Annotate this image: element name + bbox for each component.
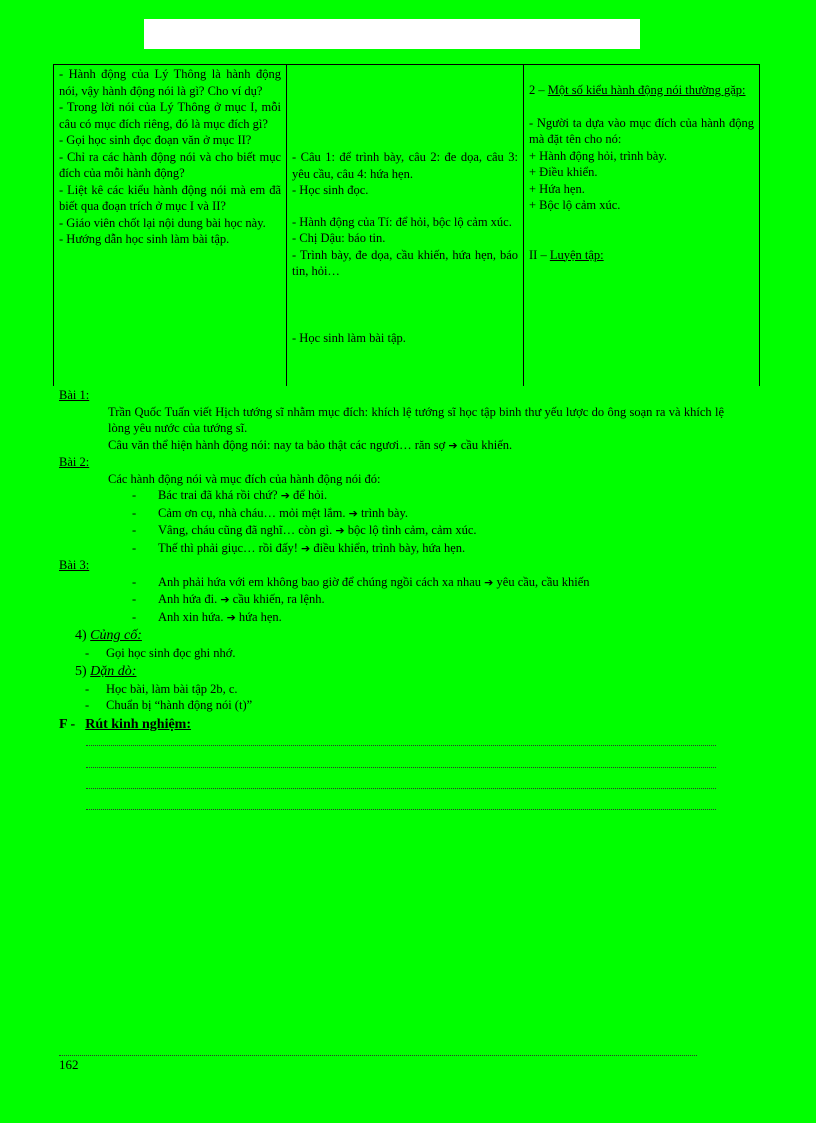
answer-3: - Hành động của Tí: để hỏi, bộc lộ cảm xúc.	[292, 214, 512, 229]
list-item: - Cảm ơn cụ, nhà cháu… mỏi mệt lắm. ➔ trình bày.	[132, 505, 724, 523]
list-item: - Vâng, cháu cũng đã nghĩ… còn gì. ➔ bộc lộ tình cảm, cảm xúc.	[132, 522, 724, 540]
writing-line	[86, 788, 716, 789]
content-column	[524, 65, 760, 387]
teacher-activity-column	[54, 65, 287, 387]
type-item: + Hứa hẹn.	[529, 181, 585, 196]
homework-heading: 5) Dặn dò:	[75, 663, 137, 679]
consolidate-list	[59, 645, 724, 662]
question-7: - Hướng dẫn học sinh làm bài tập.	[59, 232, 230, 246]
type-item: + Điều khiển.	[529, 165, 598, 179]
question-6: - Giáo viên chốt lại nội dung bài học này.	[59, 215, 266, 230]
question-1: - Hành động của Lý Thông là hành động nói, vậy hành động nói là gì? Cho ví dụ?	[59, 67, 281, 98]
section-2-heading: 2 – Một số kiểu hành động nói thường gặp:	[529, 83, 746, 97]
answer-1: - Câu 1: để trình bày, câu 2: đe dọa, câu 3: yêu cầu, câu 4: hứa hẹn.	[292, 150, 518, 181]
question-4: - Chỉ ra các hành động nói và cho biết mục đích của mỗi hành động?	[59, 149, 281, 180]
consolidate-heading: 4) Củng cố:	[75, 628, 142, 643]
arrow-icon: ➔	[226, 610, 236, 624]
answer-5: - Trình bày, đe dọa, cầu khiến, hứa hẹn, báo tin, hỏi…	[292, 247, 518, 278]
exercise-1-para-2: Câu văn thể hiện hành động nói: nay ta bảo thật các ngươi… răn sợ ➔ cầu khiến.	[108, 437, 513, 452]
exercise-1-title: Bài 1:	[59, 388, 90, 402]
exercise-3-title: Bài 3:	[59, 558, 90, 572]
arrow-icon: ➔	[220, 593, 230, 606]
page-number: 162	[59, 1057, 79, 1072]
exercises-section	[59, 387, 724, 734]
list-item: - Anh hứa đi. ➔ cầu khiến, ra lệnh.	[132, 591, 724, 609]
question-2: - Trong lời nói của Lý Thông ở mục I, mỗi câu có mục đích riêng, đó là mục đích gì?	[59, 100, 281, 131]
exercise-2-intro: Các hành động nói và mục đích của hành động nói đó:	[108, 471, 381, 486]
question-5: - Liệt kê các kiểu hành động nói mà em đã biết qua đoạn trích ở mục I và II?	[59, 182, 281, 213]
answer-4: - Chị Dậu: báo tin.	[292, 231, 386, 245]
arrow-icon: ➔	[348, 506, 358, 520]
lesson-table	[53, 64, 760, 386]
writing-line	[86, 809, 716, 810]
exercise-2-title: Bài 2:	[59, 455, 90, 469]
writing-line	[86, 745, 716, 746]
arrow-icon: ➔	[280, 489, 290, 502]
exercise-1-para-1: Trần Quốc Tuấn viết Hịch tướng sĩ nhằm mục đích: khích lệ tướng sĩ học tập binh thư yếu lược do ông soạn ra và khích lệ lòng yêu nước của tướng sĩ.	[108, 404, 724, 435]
exercise-2-list	[59, 487, 724, 557]
footer-divider	[59, 1055, 697, 1056]
section-2-intro: - Người ta dựa vào mục đích của hành động mà đặt tên cho nó:	[529, 115, 754, 146]
list-item: - Thế thì phải giục… rồi đấy! ➔ điều khiển, trình bày, hứa hẹn.	[132, 540, 724, 558]
writing-line	[86, 767, 716, 768]
experience-heading: F - Rút kinh nghiệm:	[59, 716, 192, 732]
type-item: + Hành động hỏi, trình bày.	[529, 148, 667, 163]
header-bar	[144, 19, 640, 49]
answer-6: - Học sinh làm bài tập.	[292, 330, 406, 345]
list-item: - Chuẩn bị “hành động nói (t)”	[85, 697, 724, 714]
list-item: - Bác trai đã khá rồi chứ? ➔ để hỏi.	[132, 487, 724, 505]
list-item: - Anh xin hứa. ➔ hứa hẹn.	[132, 609, 724, 627]
arrow-icon: ➔	[335, 524, 345, 537]
list-item: - Học bài, làm bài tập 2b, c.	[85, 681, 724, 698]
question-3: - Gọi học sinh đọc đoạn văn ở mục II?	[59, 133, 252, 147]
homework-list	[59, 681, 724, 714]
student-activity-column	[287, 65, 524, 387]
practice-heading: II – Luyện tập:	[529, 247, 604, 262]
exercise-3-list	[59, 574, 724, 627]
type-item: + Bộc lộ cảm xúc.	[529, 198, 621, 212]
answer-2: - Học sinh đọc.	[292, 183, 369, 197]
list-item: - Anh phải hứa với em không bao giờ để chúng ngồi cách xa nhau ➔ yêu cầu, cầu khiến	[132, 574, 724, 592]
arrow-icon: ➔	[301, 541, 311, 555]
arrow-icon: ➔	[448, 438, 458, 452]
list-item: - Gọi học sinh đọc ghi nhớ.	[85, 645, 724, 662]
arrow-icon: ➔	[484, 575, 494, 589]
